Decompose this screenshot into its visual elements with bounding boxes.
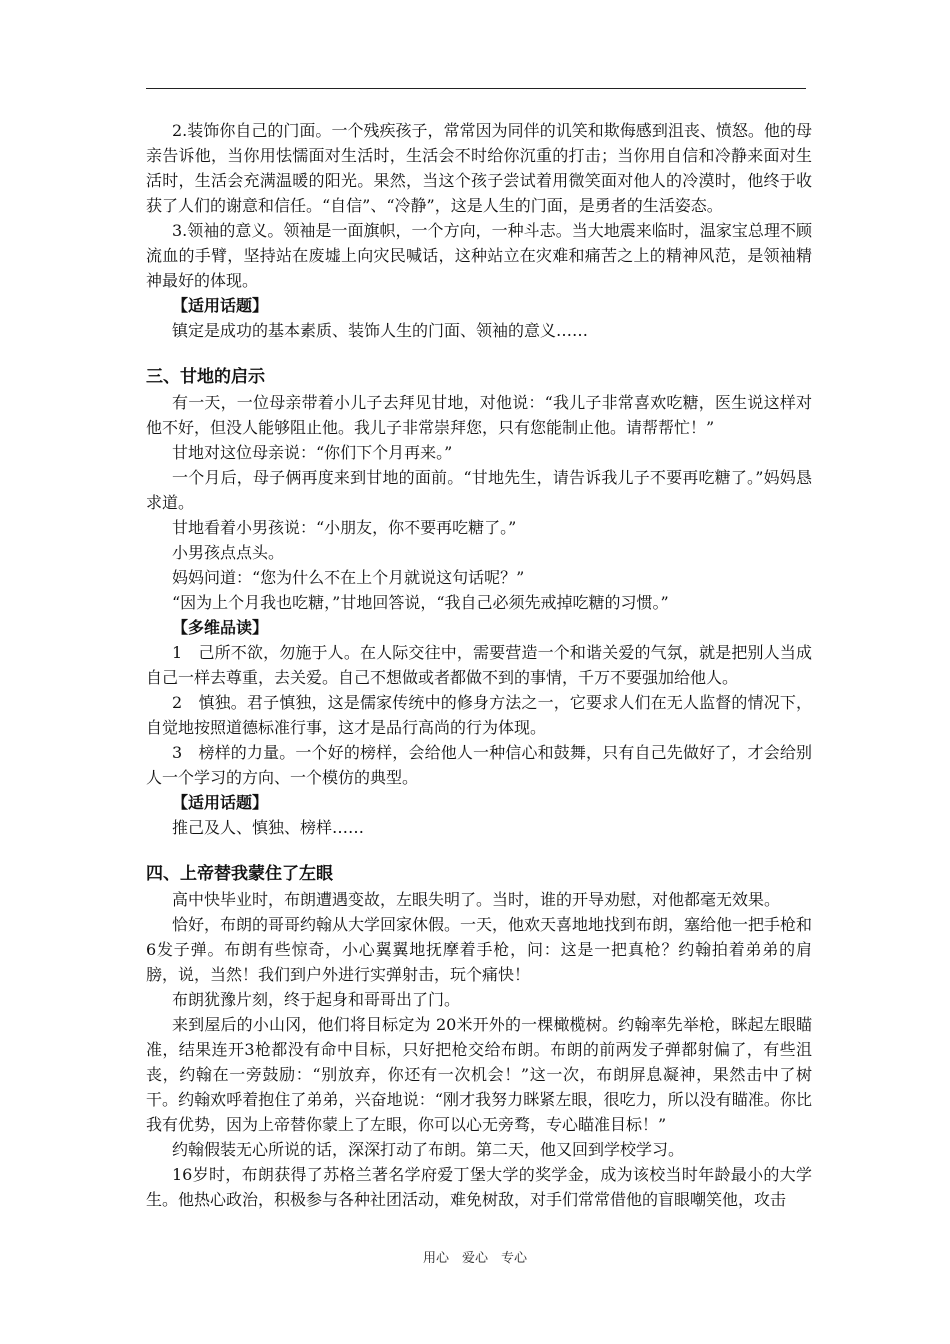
paragraph: 妈妈问道：“您为什么不在上个月就说这句话呢？”: [172, 568, 525, 587]
paragraph: 高中快毕业时，布朗遭遇变故，左眼失明了。当时，谁的开导劝慰，对他都毫无效果。: [172, 890, 781, 909]
reading-item: 1 己所不欲，勿施于人。在人际交往中，需要营造一个和谐关爱的气氛，就是把别人当成自己一样去尊重，去关爱。自己不想做或者都做不到的事情，千万不要强加给他人。: [146, 643, 812, 687]
page-footer: 用心 爱心 专心: [422, 1251, 527, 1266]
topics-label: 【适用话题】: [172, 296, 269, 315]
reading-item: 2 慎独。君子慎独，这是儒家传统中的修身方法之一，它要求人们在无人监督的情况下，自觉地按照道德标准行事，这才是品行高尚的行为体现。: [146, 693, 812, 737]
topics-text: 推己及人、慎独、榜样……: [172, 818, 365, 837]
paragraph: 有一天，一位母亲带着小儿子去拜见甘地，对他说：“我儿子非常喜欢吃糖，医生说这样对他不好，但没人能够阻止他。我儿子非常崇拜您，只有您能制止他。请帮帮忙！”: [146, 393, 812, 437]
paragraph: 一个月后，母子俩再度来到甘地的面前。“甘地先生，请告诉我儿子不要再吃糖了。”妈妈恳求道。: [146, 468, 812, 512]
paragraph: 甘地看着小男孩说：“小朋友，你不要再吃糖了。”: [172, 518, 517, 537]
paragraph: 布朗犹豫片刻，终于起身和哥哥出了门。: [172, 990, 461, 1009]
section-heading: 四、上帝替我蒙住了左眼: [146, 864, 333, 884]
reading-item: 3 榜样的力量。一个好的榜样，会给他人一种信心和鼓舞，只有自己先做好了，才会给别人一个学习的方向、一个模仿的典型。: [146, 743, 812, 787]
topics-label: 【适用话题】: [172, 793, 269, 812]
paragraph: 16岁时，布朗获得了苏格兰著名学府爱丁堡大学的奖学金，成为该校当时年龄最小的大学生。他热心政治，积极参与各种社团活动，难免树敌，对手们常常借他的盲眼嘲笑他，攻击: [146, 1165, 812, 1209]
paragraph: 2.装饰你自己的门面。一个残疾孩子，常常因为同伴的讥笑和欺侮感到沮丧、愤怒。他的母亲告诉他，当你用怯懦面对生活时，生活会不时给你沉重的打击；当你用自信和冷静来面对生活时，生活会充满温暖的阳光。果然，当这个孩子尝试着用微笑面对他人的冷漠时，他终于收获了人们的谢意和信任。“自信”、“冷静”，这是人生的门面，是勇者的生活姿态。: [146, 121, 812, 215]
paragraph: 甘地对这位母亲说：“你们下个月再来。”: [172, 443, 453, 462]
header-rule: [146, 88, 806, 89]
reading-label: 【多维品读】: [172, 618, 269, 637]
paragraph: 恰好，布朗的哥哥约翰从大学回家休假。一天，他欢天喜地地找到布朗，塞给他一把手枪和6发子弹。布朗有些惊奇，小心翼翼地抚摩着手枪，问：这是一把真枪？约翰拍着弟弟的肩膀，说，当然！我们到户外进行实弹射击，玩个痛快！: [146, 915, 813, 984]
section-heading: 三、甘地的启示: [146, 367, 265, 387]
paragraph: 小男孩点点头。: [172, 543, 285, 562]
paragraph: “因为上个月我也吃糖，”甘地回答说，“我自己必须先戒掉吃糖的习惯。”: [172, 593, 669, 612]
topics-text: 镇定是成功的基本素质、装饰人生的门面、领袖的意义……: [172, 321, 589, 340]
paragraph: 来到屋后的小山冈，他们将目标定为 20米开外的一棵橄榄树。约翰率先举枪，眯起左眼瞄准，结果连开3枪都没有命中目标，只好把枪交给布朗。布朗的前两发子弹都射偏了，有些沮丧，约翰在一旁鼓励：“别放弃，你还有一次机会！”这一次，布朗屏息凝神，果然击中了树干。约翰欢呼着抱住了弟弟，兴奋地说：“刚才我努力眯紧左眼，很吃力，所以没有瞄准。你比我有优势，因为上帝替你蒙上了左眼，你可以心无旁骛，专心瞄准目标！”: [146, 1015, 812, 1134]
paragraph: 约翰假装无心所说的话，深深打动了布朗。第二天，他又回到学校学习。: [172, 1140, 685, 1159]
paragraph: 3.领袖的意义。领袖是一面旗帜，一个方向，一种斗志。当大地震来临时，温家宝总理不顾流血的手臂，坚持站在废墟上向灾民喊话，这种站立在灾难和痛苦之上的精神风范，是领袖精神最好的体现。: [146, 221, 812, 290]
page-body: [146, 118, 812, 1212]
